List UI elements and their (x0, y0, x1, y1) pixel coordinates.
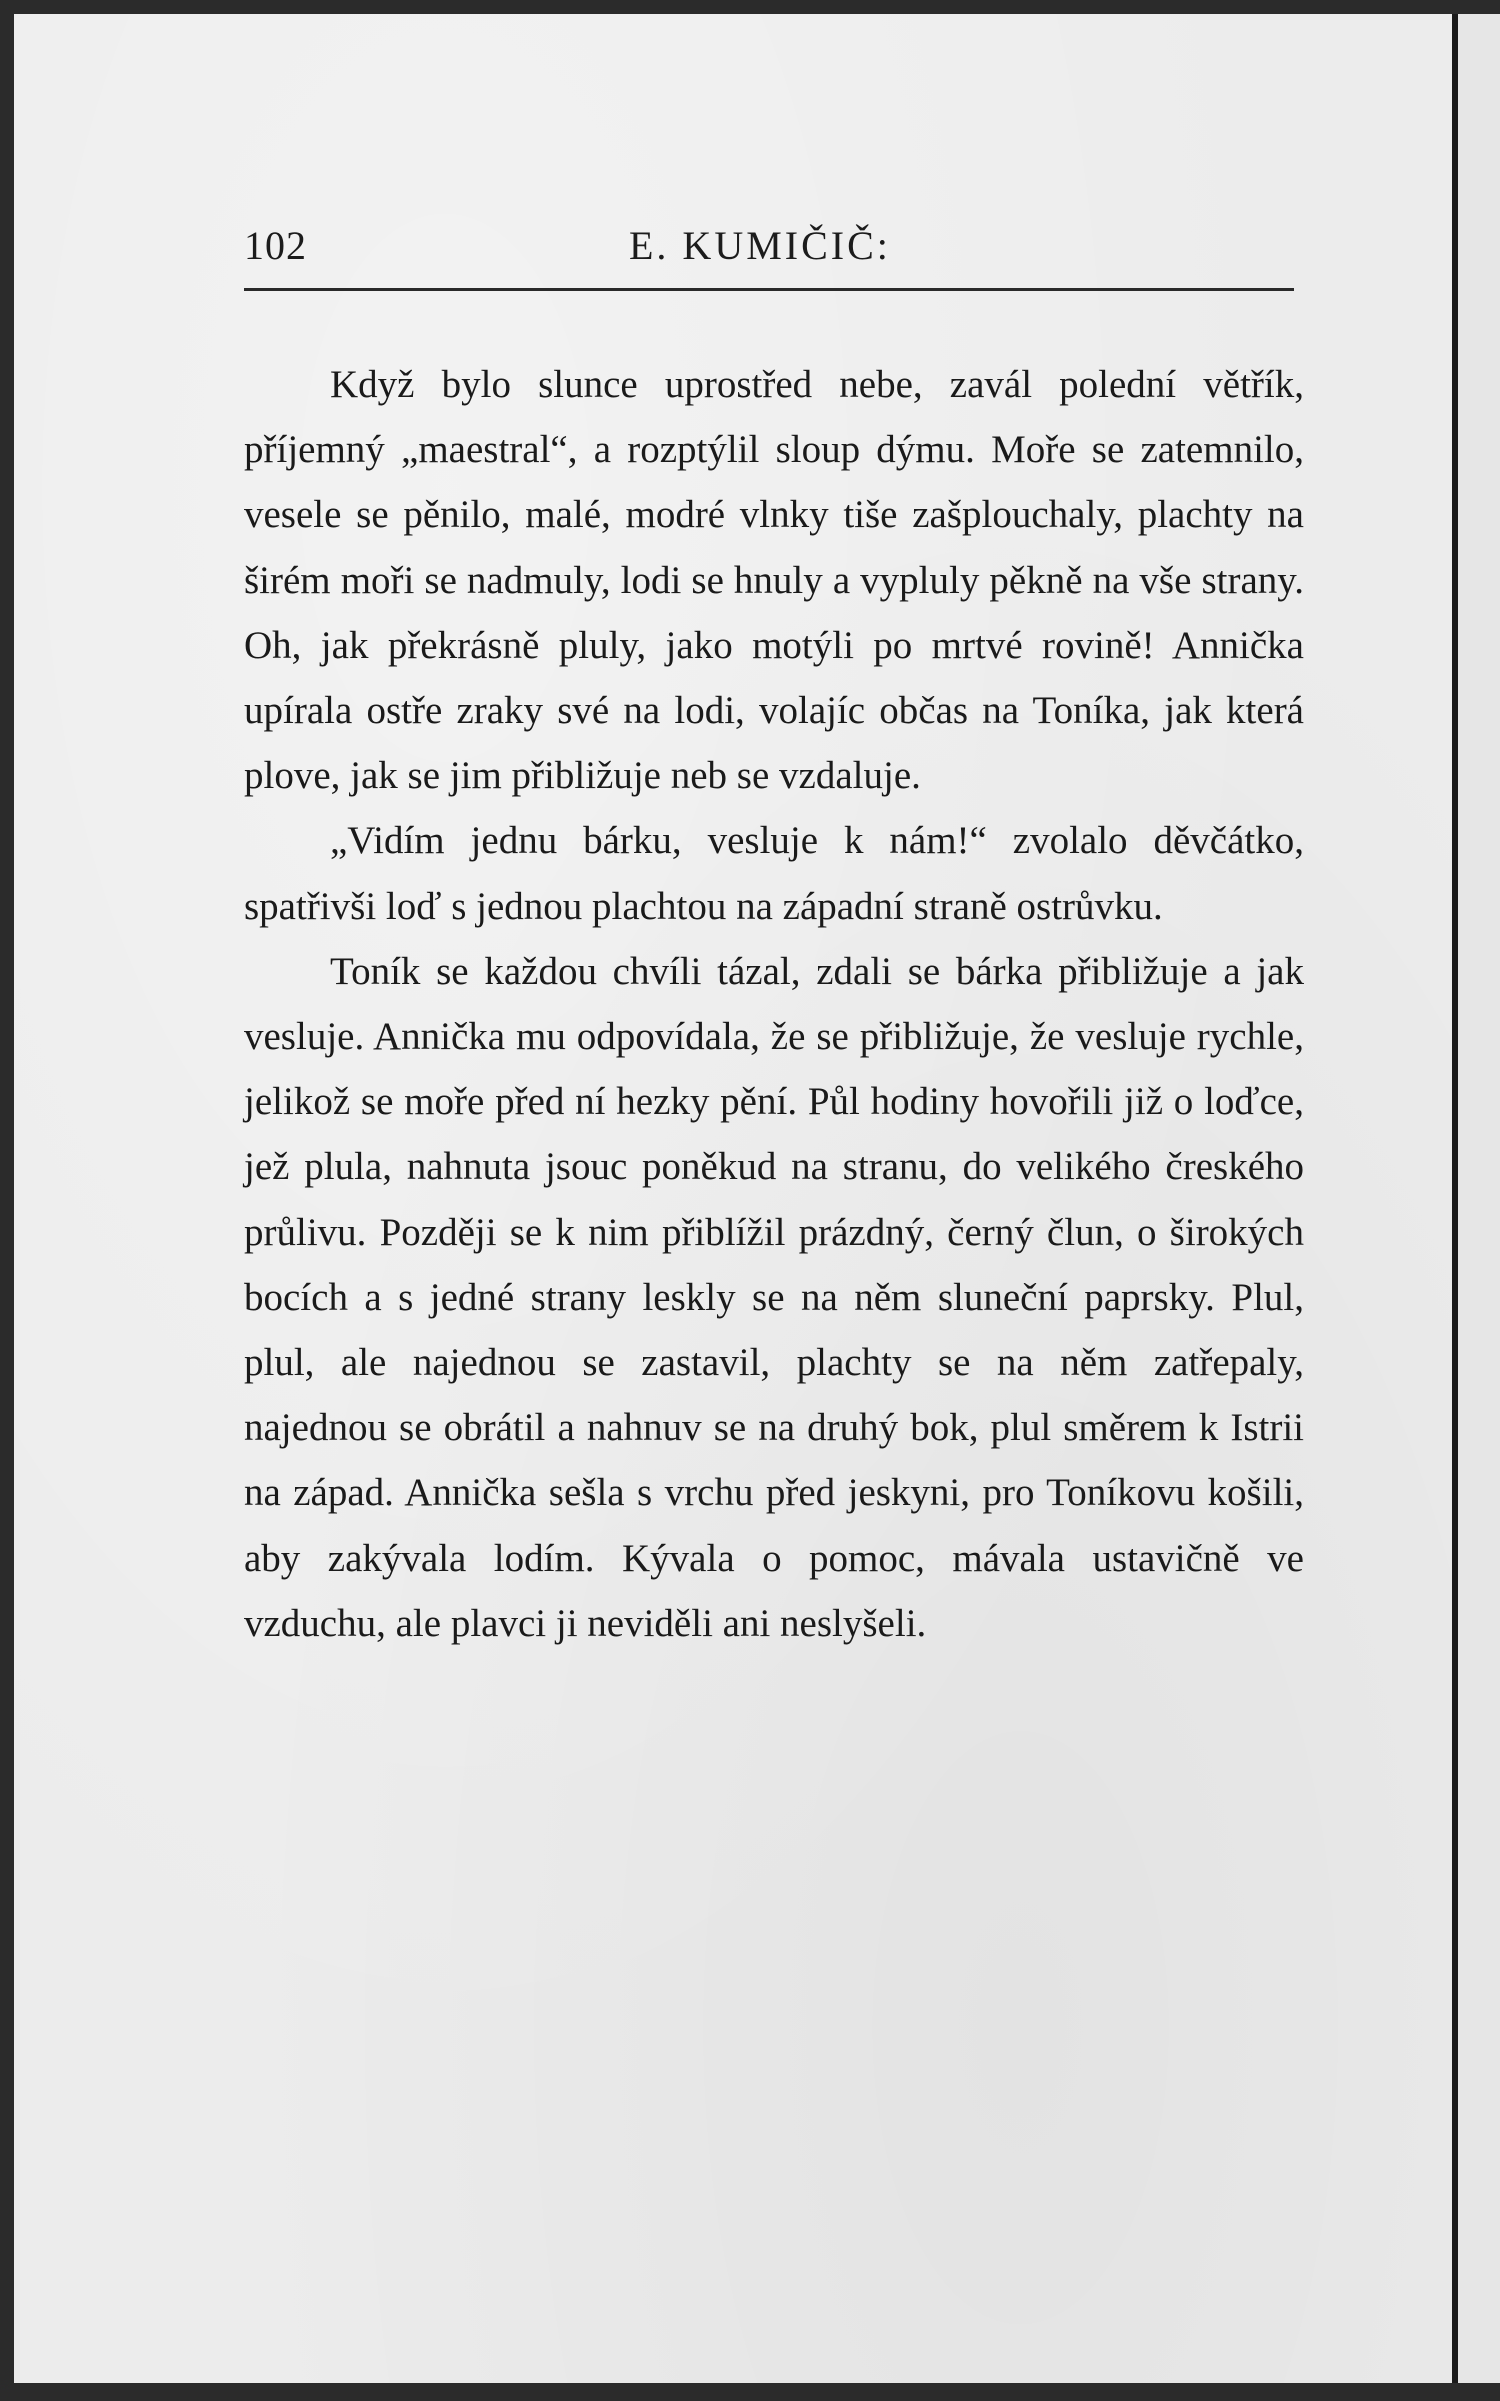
running-header (244, 222, 1294, 282)
paragraph-1: Když bylo slunce uprostřed nebe, zavál polední větřík, příjemný „maestral“, a rozptýlil sloup dýmu. Moře se zatemnilo, vesele se pěnilo, malé, modré vlnky tiše zašplouchaly, plachty na širém moři se nadmuly, lodi se hnuly a vypluly pěkně na vše strany. Oh, jak překrásně pluly, jako motýli po mrtvé rovině! Annička upírala ostře zraky své na lodi, volajíc občas na Toníka, jak která plove, jak se jim přibližuje neb se vzdaluje. (244, 363, 1304, 798)
body-text (244, 352, 1304, 1656)
next-page-edge (1452, 14, 1500, 2383)
paragraph-2: „Vidím jednu bárku, vesluje k nám!“ zvolalo děvčátko, spatřivši loď s jednou plachtou na západní straně ostrůvku. (244, 819, 1304, 928)
page-number: 102 (244, 223, 307, 268)
paragraph-3: Toník se každou chvíli tázal, zdali se bárka přibližuje a jak vesluje. Annička mu odpovídala, že se přibližuje, že vesluje rychle, jelikož se moře před ní hezky pění. Půl hodiny hovořili již o loďce, jež plula, nahnuta jsouc poněkud na stranu, do velikého čreského průlivu. Později se k nim přiblížil prázdný, černý člun, o širokých bocích a s jedné strany leskly se na něm sluneční paprsky. Plul, plul, ale najednou se zastavil, plachty se na něm zatřepaly, najednou se obrátil a nahnuv se na druhý bok, plul směrem k Istrii na západ. Annička sešla s vrchu před jeskyni, pro Toníkovu košili, aby zakývala lodím. Kývala o pomoc, mávala ustavičně ve vzduchu, ale plavci ji neviděli ani neslyšeli. (244, 949, 1304, 1645)
header-rule (244, 288, 1294, 291)
author-header: E. KUMIČIČ: (629, 223, 891, 268)
